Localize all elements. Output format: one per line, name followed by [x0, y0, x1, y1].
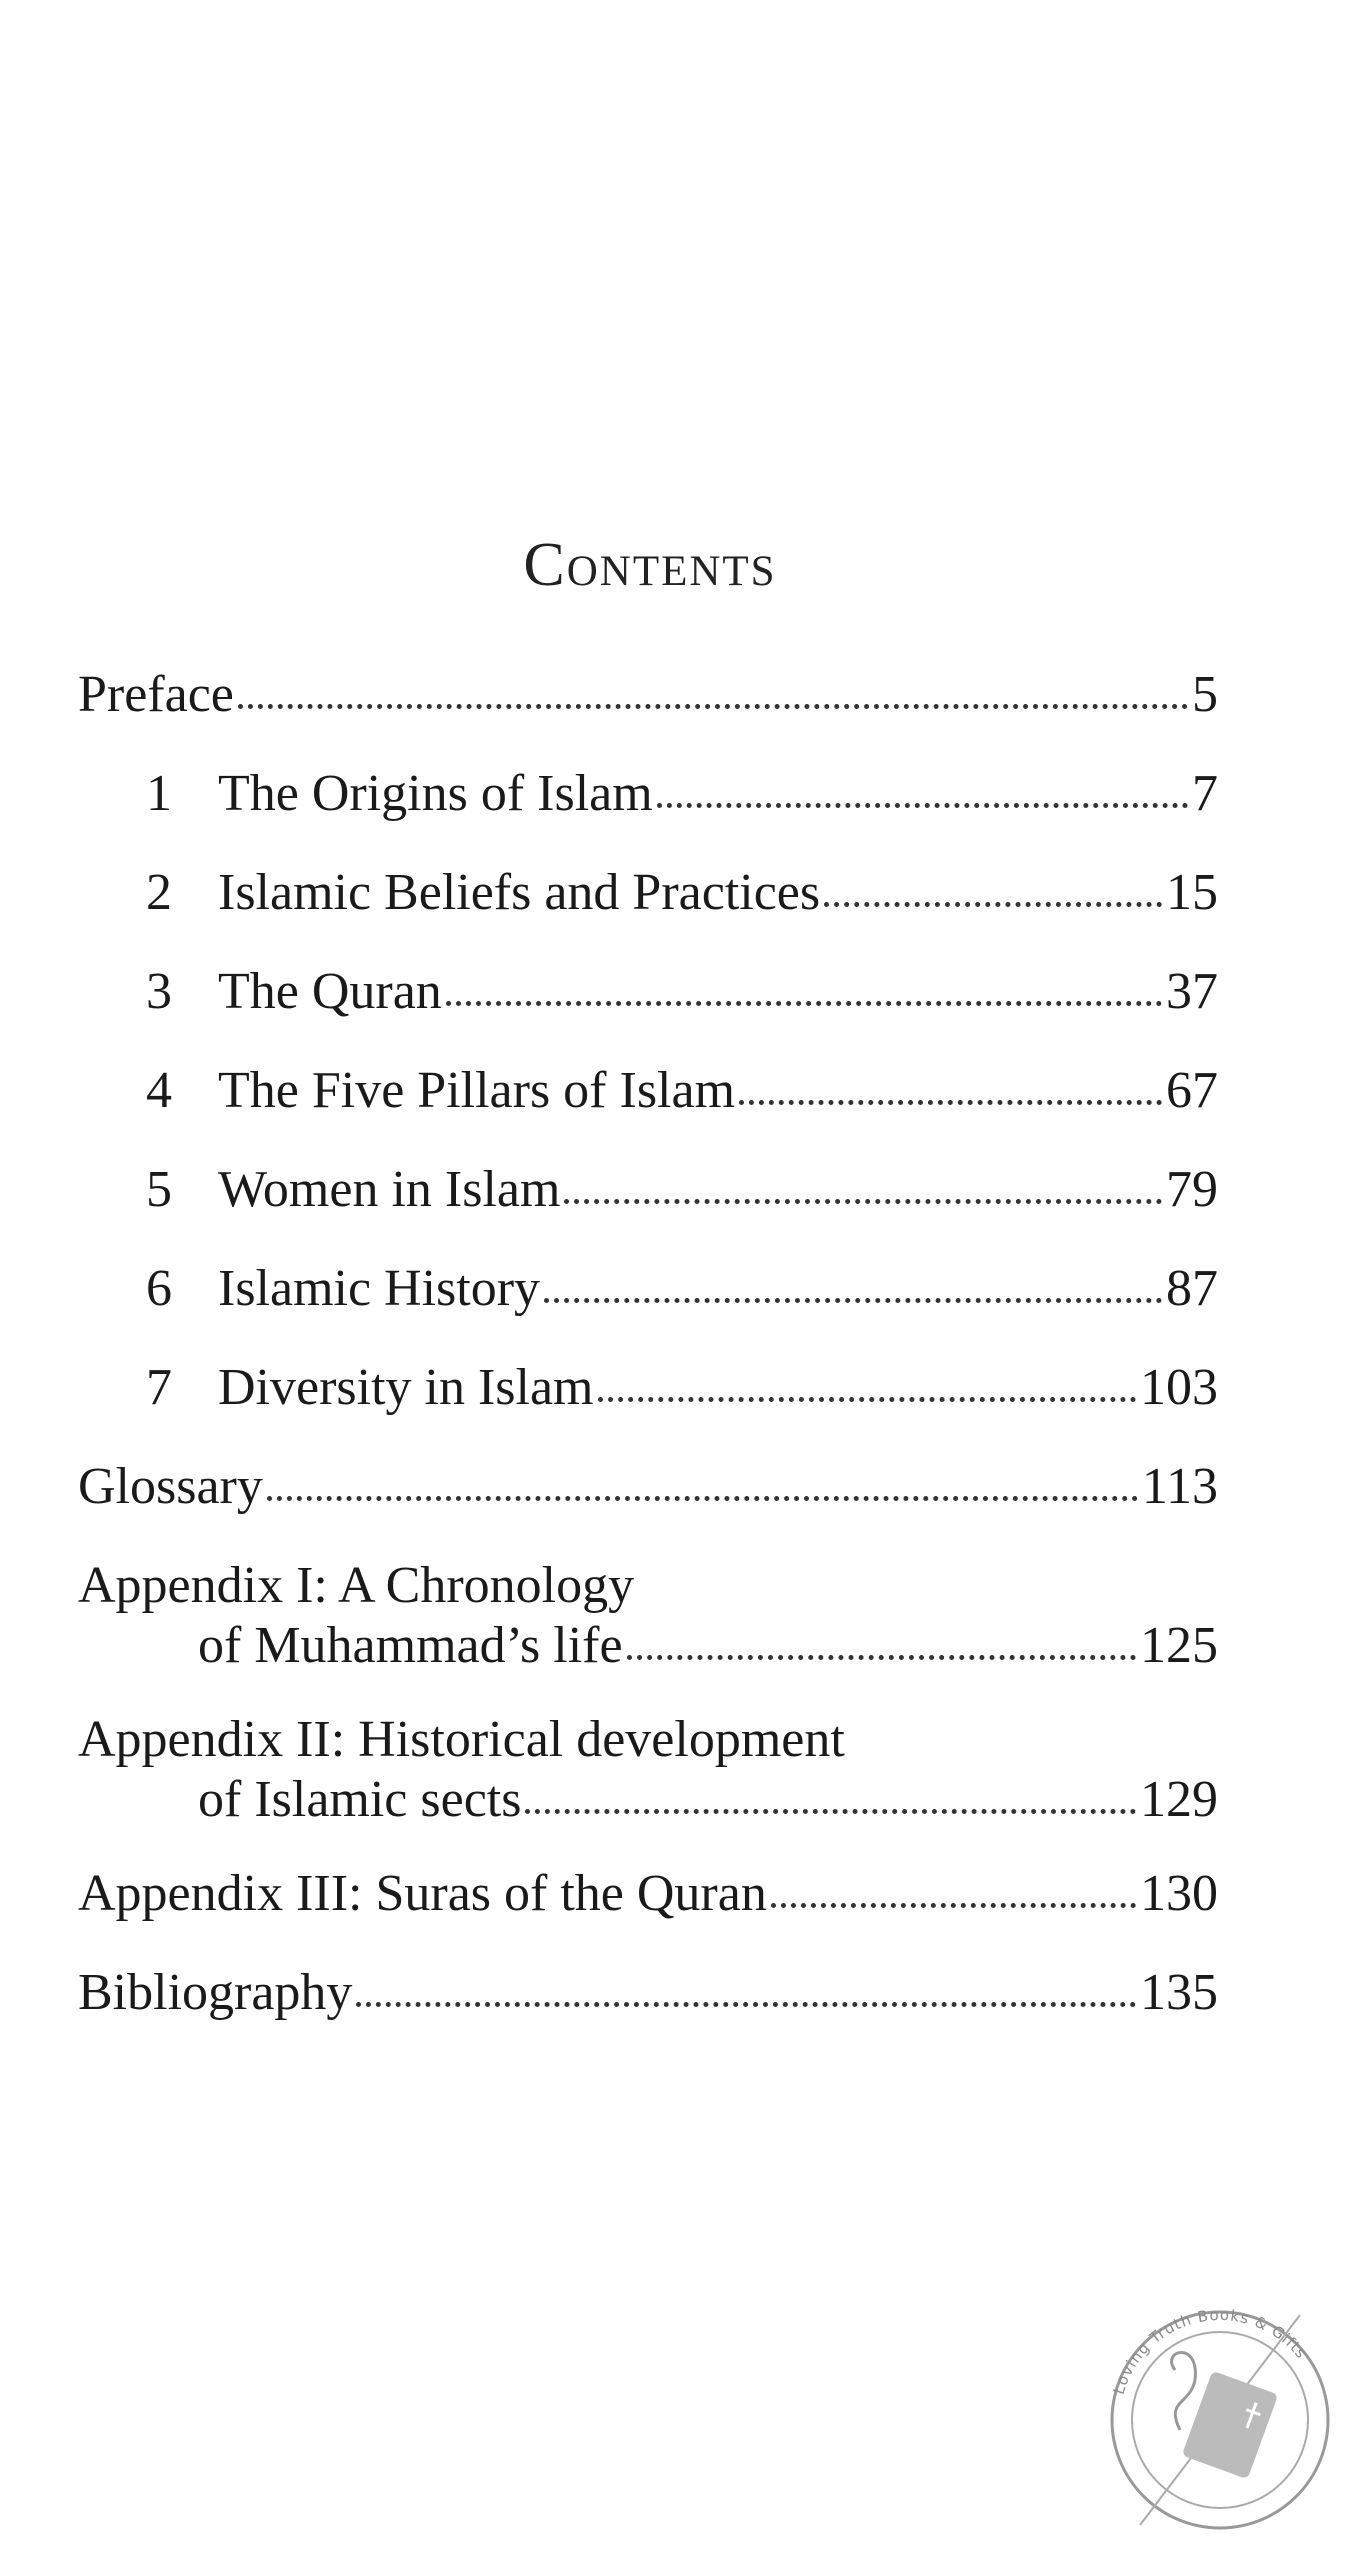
toc-entry-preface: [78, 665, 1218, 764]
toc-entry-chapter-4: [78, 1061, 1218, 1160]
toc-entry-appendix-3: [78, 1864, 1218, 1963]
entry-label: Preface: [78, 666, 234, 723]
bible-ribbon-icon: [1172, 2353, 1279, 2480]
chapter-number: 6: [146, 1260, 172, 1317]
entry-label-continued: of Muhammad’s life: [198, 1617, 623, 1674]
entry-label: The Five Pillars of Islam: [218, 1062, 736, 1119]
entry-page: 67: [1166, 1062, 1218, 1119]
toc-entry-glossary: [78, 1457, 1218, 1556]
toc-entry-bibliography: [78, 1963, 1218, 2062]
table-of-contents: [78, 665, 1218, 2062]
toc-entry-chapter-1: [78, 764, 1218, 863]
stamp-text: Loving Truth Books & Gifts: [1109, 2305, 1311, 2397]
dot-leader: [525, 1809, 1136, 1814]
dot-leader: [564, 1199, 1162, 1204]
entry-label: Bibliography: [78, 1964, 353, 2021]
entry-label: The Origins of Islam: [218, 765, 653, 822]
toc-entry-chapter-7: [78, 1358, 1218, 1457]
entry-label: Diversity in Islam: [218, 1359, 594, 1416]
dot-leader: [657, 803, 1188, 808]
entry-label: Appendix II: Historical development: [78, 1711, 845, 1768]
entry-label: Glossary: [78, 1458, 263, 1515]
entry-page: 113: [1141, 1458, 1218, 1515]
dot-leader: [771, 1903, 1136, 1908]
dot-leader: [446, 1001, 1162, 1006]
toc-entry-chapter-5: [78, 1160, 1218, 1259]
entry-page: 7: [1192, 765, 1218, 822]
chapter-number: 3: [146, 963, 172, 1020]
dot-leader: [739, 1100, 1162, 1105]
entry-page: 15: [1166, 864, 1218, 921]
dot-leader: [598, 1397, 1136, 1402]
entry-label: The Quran: [218, 963, 442, 1020]
bookstore-stamp: [1080, 2270, 1360, 2550]
chapter-number: 5: [146, 1161, 172, 1218]
toc-entry-chapter-2: [78, 863, 1218, 962]
entry-label: Islamic History: [218, 1260, 541, 1317]
entry-label: Islamic Beliefs and Practices: [218, 864, 821, 921]
toc-entry-chapter-3: [78, 962, 1218, 1061]
toc-entry-appendix-2: [78, 1710, 1218, 1864]
entry-label: Women in Islam: [218, 1161, 561, 1218]
entry-label: Appendix I: A Chronology: [78, 1557, 635, 1614]
toc-entry-chapter-6: [78, 1259, 1218, 1358]
dot-leader: [544, 1298, 1162, 1303]
entry-page: 135: [1140, 1964, 1218, 2021]
chapter-number: 2: [146, 864, 172, 921]
entry-label: Appendix III: Suras of the Quran: [78, 1865, 767, 1922]
page-title: Contents: [523, 531, 777, 599]
dot-leader: [627, 1655, 1136, 1660]
entry-page: 125: [1140, 1617, 1218, 1674]
dot-leader: [267, 1496, 1138, 1501]
entry-page: 130: [1140, 1865, 1218, 1922]
entry-page: 79: [1166, 1161, 1218, 1218]
dot-leader: [824, 902, 1162, 907]
toc-entry-appendix-1: [78, 1556, 1218, 1710]
chapter-number: 7: [146, 1359, 172, 1416]
entry-page: 129: [1140, 1771, 1218, 1828]
entry-page: 87: [1166, 1260, 1218, 1317]
dot-leader: [238, 704, 1188, 709]
dot-leader: [356, 2002, 1136, 2007]
entry-label-continued: of Islamic sects: [198, 1771, 522, 1828]
entry-page: 103: [1140, 1359, 1218, 1416]
entry-page: 5: [1192, 666, 1218, 723]
chapter-number: 1: [146, 765, 172, 822]
chapter-number: 4: [146, 1062, 172, 1119]
entry-page: 37: [1166, 963, 1218, 1020]
